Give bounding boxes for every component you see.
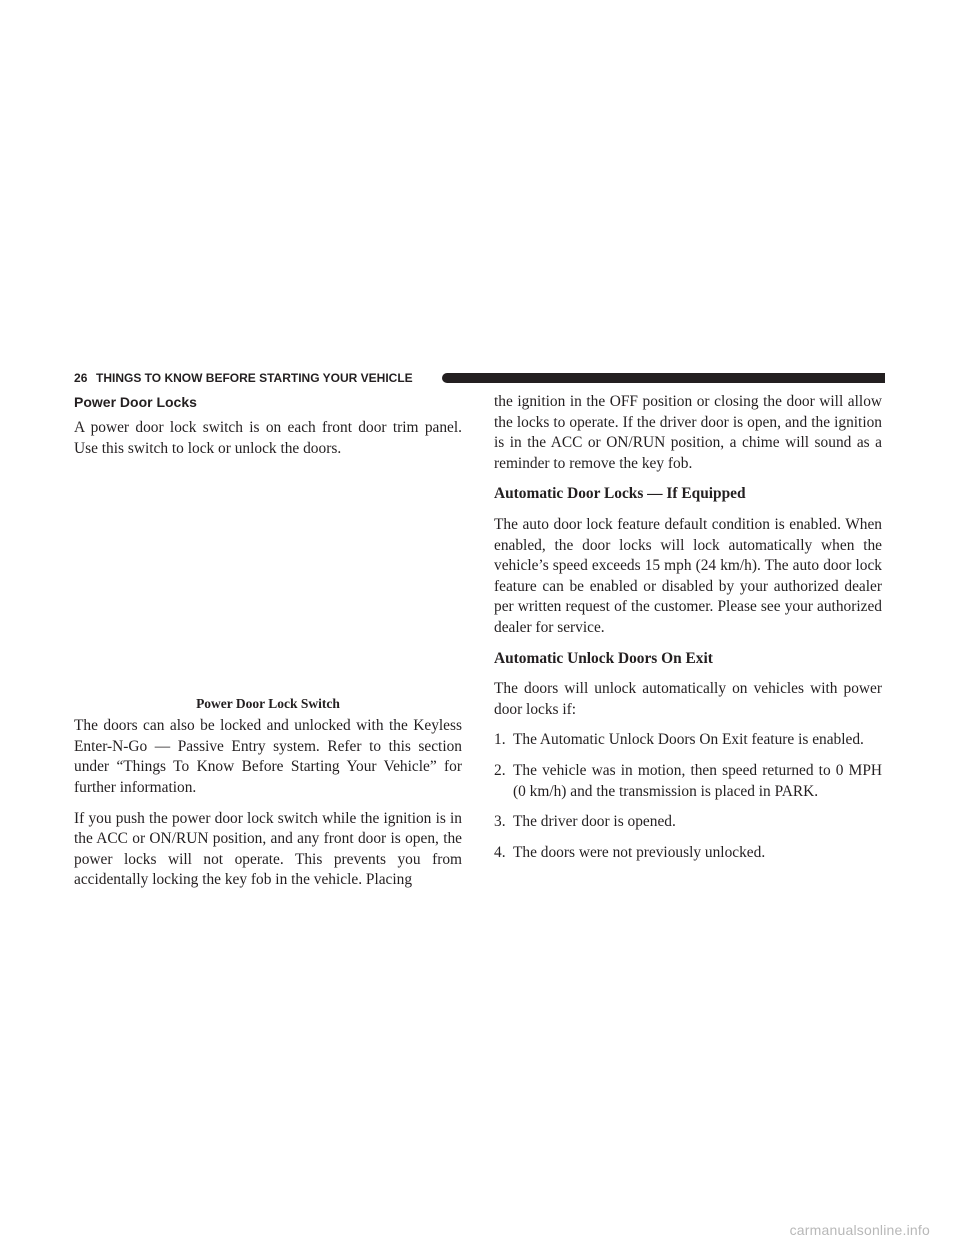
- unlock-intro-paragraph: The doors will unlock automatically on vehicles with power door locks if:: [494, 680, 882, 718]
- lock-switch-paragraph: If you push the power door lock switch while the ignition is in the ACC or ON/RUN position, and any front door is open, the power locks will not operate. This prevents you from accidentally locking the key fob in the vehicle. Placing: [74, 809, 462, 889]
- running-section-title: THINGS TO KNOW BEFORE STARTING YOUR VEHICLE: [96, 371, 413, 385]
- list-number: 4.: [494, 843, 506, 861]
- page-header: [74, 370, 885, 388]
- list-number: 2.: [494, 761, 506, 779]
- section-heading: Power Door Locks: [74, 394, 197, 410]
- list-item: [494, 812, 882, 833]
- list-text: The Automatic Unlock Doors On Exit feature is enabled.: [513, 731, 864, 749]
- unlock-conditions-list: [494, 730, 882, 863]
- list-item: [494, 761, 882, 802]
- auto-lock-paragraph: The auto door lock feature default condition is enabled. When enabled, the door locks will lock automatically when the vehicle’s speed exceeds 15 mph (24 km/h). The auto door lock feature can be enabled or disabled by your authorized dealer per written request of the customer. Please see your authorized dealer for service.: [494, 515, 882, 636]
- continuation-paragraph: the ignition in the OFF position or closing the door will allow the locks to operate. If the driver door is open, and the ignition is in the ACC or ON/RUN position, a chime will sound as a reminder to remove the key fob.: [494, 393, 882, 472]
- figure-area: [74, 469, 462, 695]
- intro-paragraph: A power door lock switch is on each front door trim panel. Use this switch to lock or unlock the doors.: [74, 419, 462, 457]
- list-text: The doors were not previously unlocked.: [513, 843, 766, 861]
- list-text: The vehicle was in motion, then speed returned to 0 MPH (0 km/h) and the transmission is placed in PARK.: [513, 761, 882, 800]
- list-number: 1.: [494, 731, 506, 749]
- keyless-paragraph: The doors can also be locked and unlocked with the Keyless Enter-N-Go — Passive Entry system. Refer to this section under “Things To Know Before Starting Your Vehicle” for further information.: [74, 717, 462, 796]
- auto-lock-heading: Automatic Door Locks — If Equipped: [494, 485, 746, 503]
- right-column: [494, 392, 882, 873]
- watermark: carmanualsonline.info: [789, 1222, 930, 1238]
- left-column: [74, 392, 462, 901]
- figure-caption: Power Door Lock Switch: [196, 696, 340, 712]
- header-rule-bar: [442, 373, 885, 383]
- list-item: [494, 730, 882, 751]
- list-number: 3.: [494, 813, 506, 831]
- list-text: The driver door is opened.: [513, 813, 676, 831]
- page-number: 26: [74, 371, 88, 385]
- list-item: [494, 843, 882, 864]
- unlock-on-exit-heading: Automatic Unlock Doors On Exit: [494, 649, 713, 667]
